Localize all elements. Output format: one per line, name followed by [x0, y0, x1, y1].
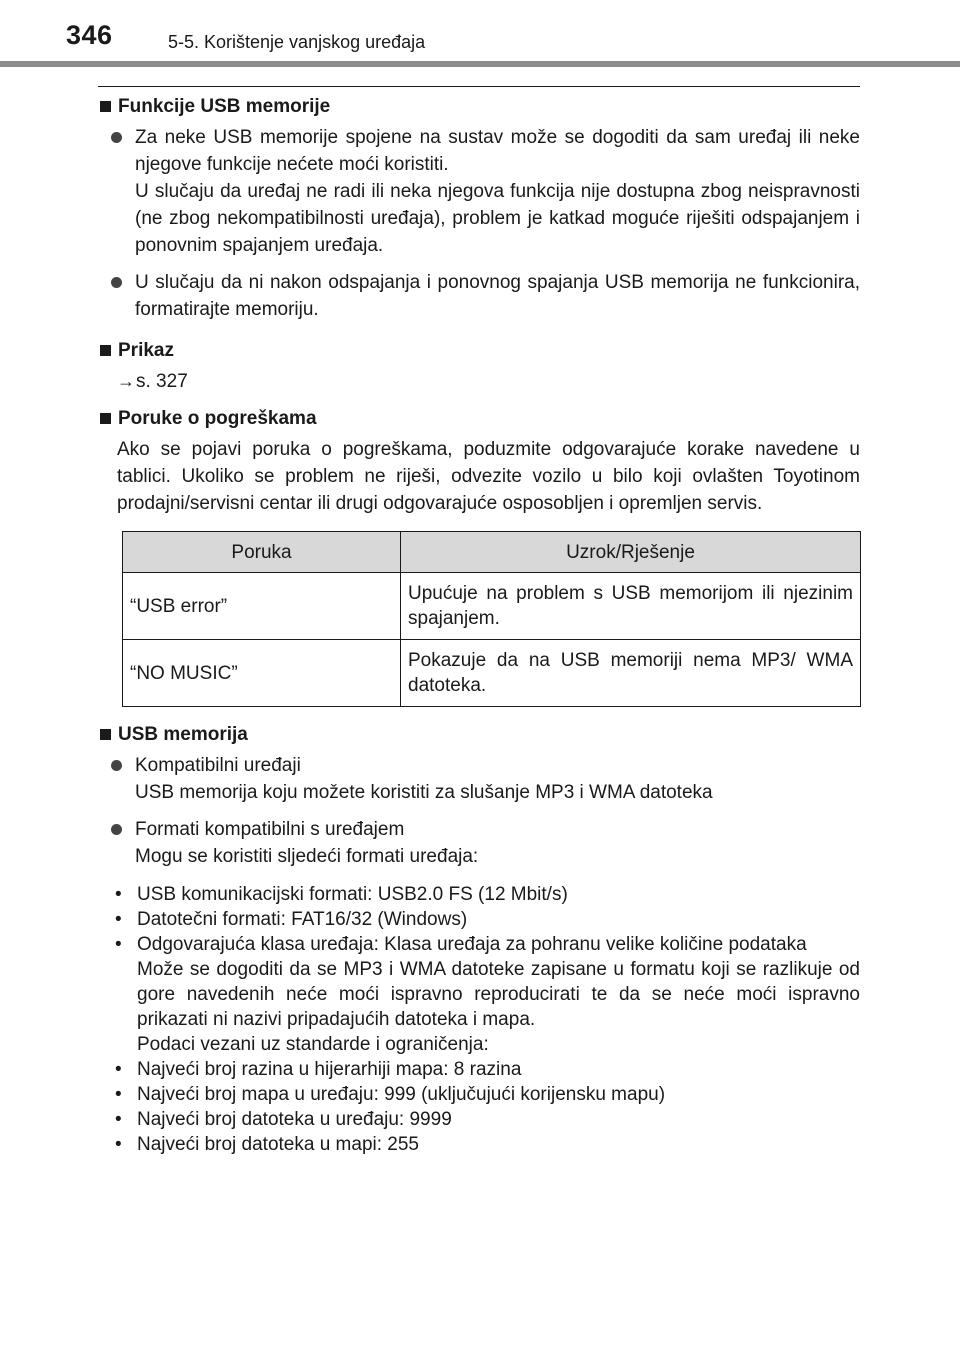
table-cell-message: “USB error”: [123, 573, 401, 640]
table-cell-cause: Pokazuje da na USB memoriji nema MP3/ WMA datoteka.: [401, 640, 861, 707]
errors-intro: [100, 436, 860, 517]
round-bullet-icon: [111, 824, 122, 835]
paragraph: USB memorija koju možete koristiti za slušanje MP3 i WMA datoteka: [135, 782, 713, 803]
table-cell-cause: Upućuje na problem s USB memorijom ili njezinim spajanjem.: [401, 573, 861, 640]
list-item: • USB komunikacijski formati: USB2.0 FS (12 Mbit/s): [115, 884, 568, 905]
list-item: [100, 269, 860, 323]
format-list: [100, 882, 860, 1157]
top-rule: [98, 86, 860, 87]
list-item: • Najveći broj datoteka u uređaju: 9999: [115, 1109, 452, 1130]
class-note: Može se dogoditi da se MP3 i WMA datoteke zapisane u formatu koji se razlikuje od gore navedenih neće moći ispravno reproducirati te da se neće moći ispravno prikazati ni nazivi pripadajućih datoteka i mapa.: [137, 959, 860, 1030]
table-row: [123, 573, 861, 640]
square-bullet-icon: [100, 729, 111, 740]
column-header-cause: Uzrok/Rješenje: [401, 532, 861, 573]
page-reference-text: s. 327: [136, 371, 188, 392]
paragraph: Kompatibilni uređaji: [135, 755, 301, 776]
round-bullet-icon: [111, 132, 122, 143]
arrow-right-icon: →: [117, 371, 135, 391]
dot-bullet-icon: •: [115, 884, 122, 905]
page-number: 346: [66, 20, 113, 50]
table-header-row: [123, 532, 861, 573]
dot-bullet-icon: •: [115, 1084, 122, 1105]
paragraph: Ako se pojavi poruka o pogreškama, poduzmite odgovarajuće korake navedene u tablici. Ukoliko se problem ne riješi, odvezite vozilo u bilo koji ovlašten Toyotinom prodajni/servisni centar ili drugi odgovarajuće osposobljen i opremljen servis.: [117, 439, 860, 514]
table-cell-message: “NO MUSIC”: [123, 640, 401, 707]
column-header-message: Poruka: [123, 532, 401, 573]
paragraph: Formati kompatibilni s uređajem: [135, 819, 405, 840]
section-heading-display: Prikaz: [100, 337, 860, 364]
chapter-title: 5-5. Korištenje vanjskog uređaja: [168, 32, 426, 52]
class-note: Podaci vezani uz standarde i ograničenja:: [137, 1034, 489, 1055]
round-bullet-icon: [111, 760, 122, 771]
table-row: [123, 640, 861, 707]
page-content: [100, 93, 860, 1157]
list-item: [100, 124, 860, 259]
section-heading-errors: Poruke o pogreškama: [100, 405, 860, 432]
square-bullet-icon: [100, 101, 111, 112]
dot-bullet-icon: •: [115, 909, 122, 930]
error-messages-table: [122, 531, 861, 707]
list-item: • Datotečni formati: FAT16/32 (Windows): [115, 909, 468, 930]
round-bullet-icon: [111, 277, 122, 288]
page-header: [0, 0, 960, 70]
square-bullet-icon: [100, 345, 111, 356]
dot-bullet-icon: •: [115, 1134, 122, 1155]
list-item: • Najveći broj mapa u uređaju: 999 (uključujući korijensku mapu): [115, 1084, 666, 1105]
section-heading-usb-memory: USB memorija: [100, 721, 860, 748]
paragraph: Za neke USB memorije spojene na sustav može se dogoditi da sam uređaj ili neke njegove funkcije nećete moći koristiti.: [135, 127, 860, 175]
dot-bullet-icon: •: [115, 1109, 122, 1130]
section-heading-usb-functions: Funkcije USB memorije: [100, 93, 860, 120]
page-reference[interactable]: [100, 368, 860, 395]
dot-bullet-icon: •: [115, 1059, 122, 1080]
list-item: [100, 752, 860, 806]
paragraph: Mogu se koristiti sljedeći formati uređaja:: [135, 846, 479, 867]
square-bullet-icon: [100, 413, 111, 424]
paragraph: U slučaju da uređaj ne radi ili neka njegova funkcija nije dostupna zbog neispravnosti (ne zbog nekompatibilnosti uređaja), problem je katkad moguće riješiti odspajanjem i ponovnim spajanjem uređaja.: [135, 181, 860, 256]
list-item: • Najveći broj razina u hijerarhiji mapa: 8 razina: [115, 1059, 522, 1080]
list-item: • Najveći broj datoteka u mapi: 255: [115, 1134, 419, 1155]
header-bar: [0, 61, 960, 67]
paragraph: U slučaju da ni nakon odspajanja i ponovnog spajanja USB memorija ne funkcionira, formatirajte memoriju.: [135, 272, 860, 320]
list-item: [100, 816, 860, 870]
dot-bullet-icon: •: [115, 934, 122, 955]
list-item: • Odgovarajuća klasa uređaja: Klasa uređaja za pohranu velike količine podataka Može se dogoditi da se MP3 i WMA datoteke zapisane u formatu koji se razlikuje od gore navedenih neće moći ispravno reproducirati te da se neće moći ispravno prikazati ni nazivi pripadajućih datoteka i mapa. Podaci vezani uz standarde i ograničenja:: [115, 934, 860, 1055]
